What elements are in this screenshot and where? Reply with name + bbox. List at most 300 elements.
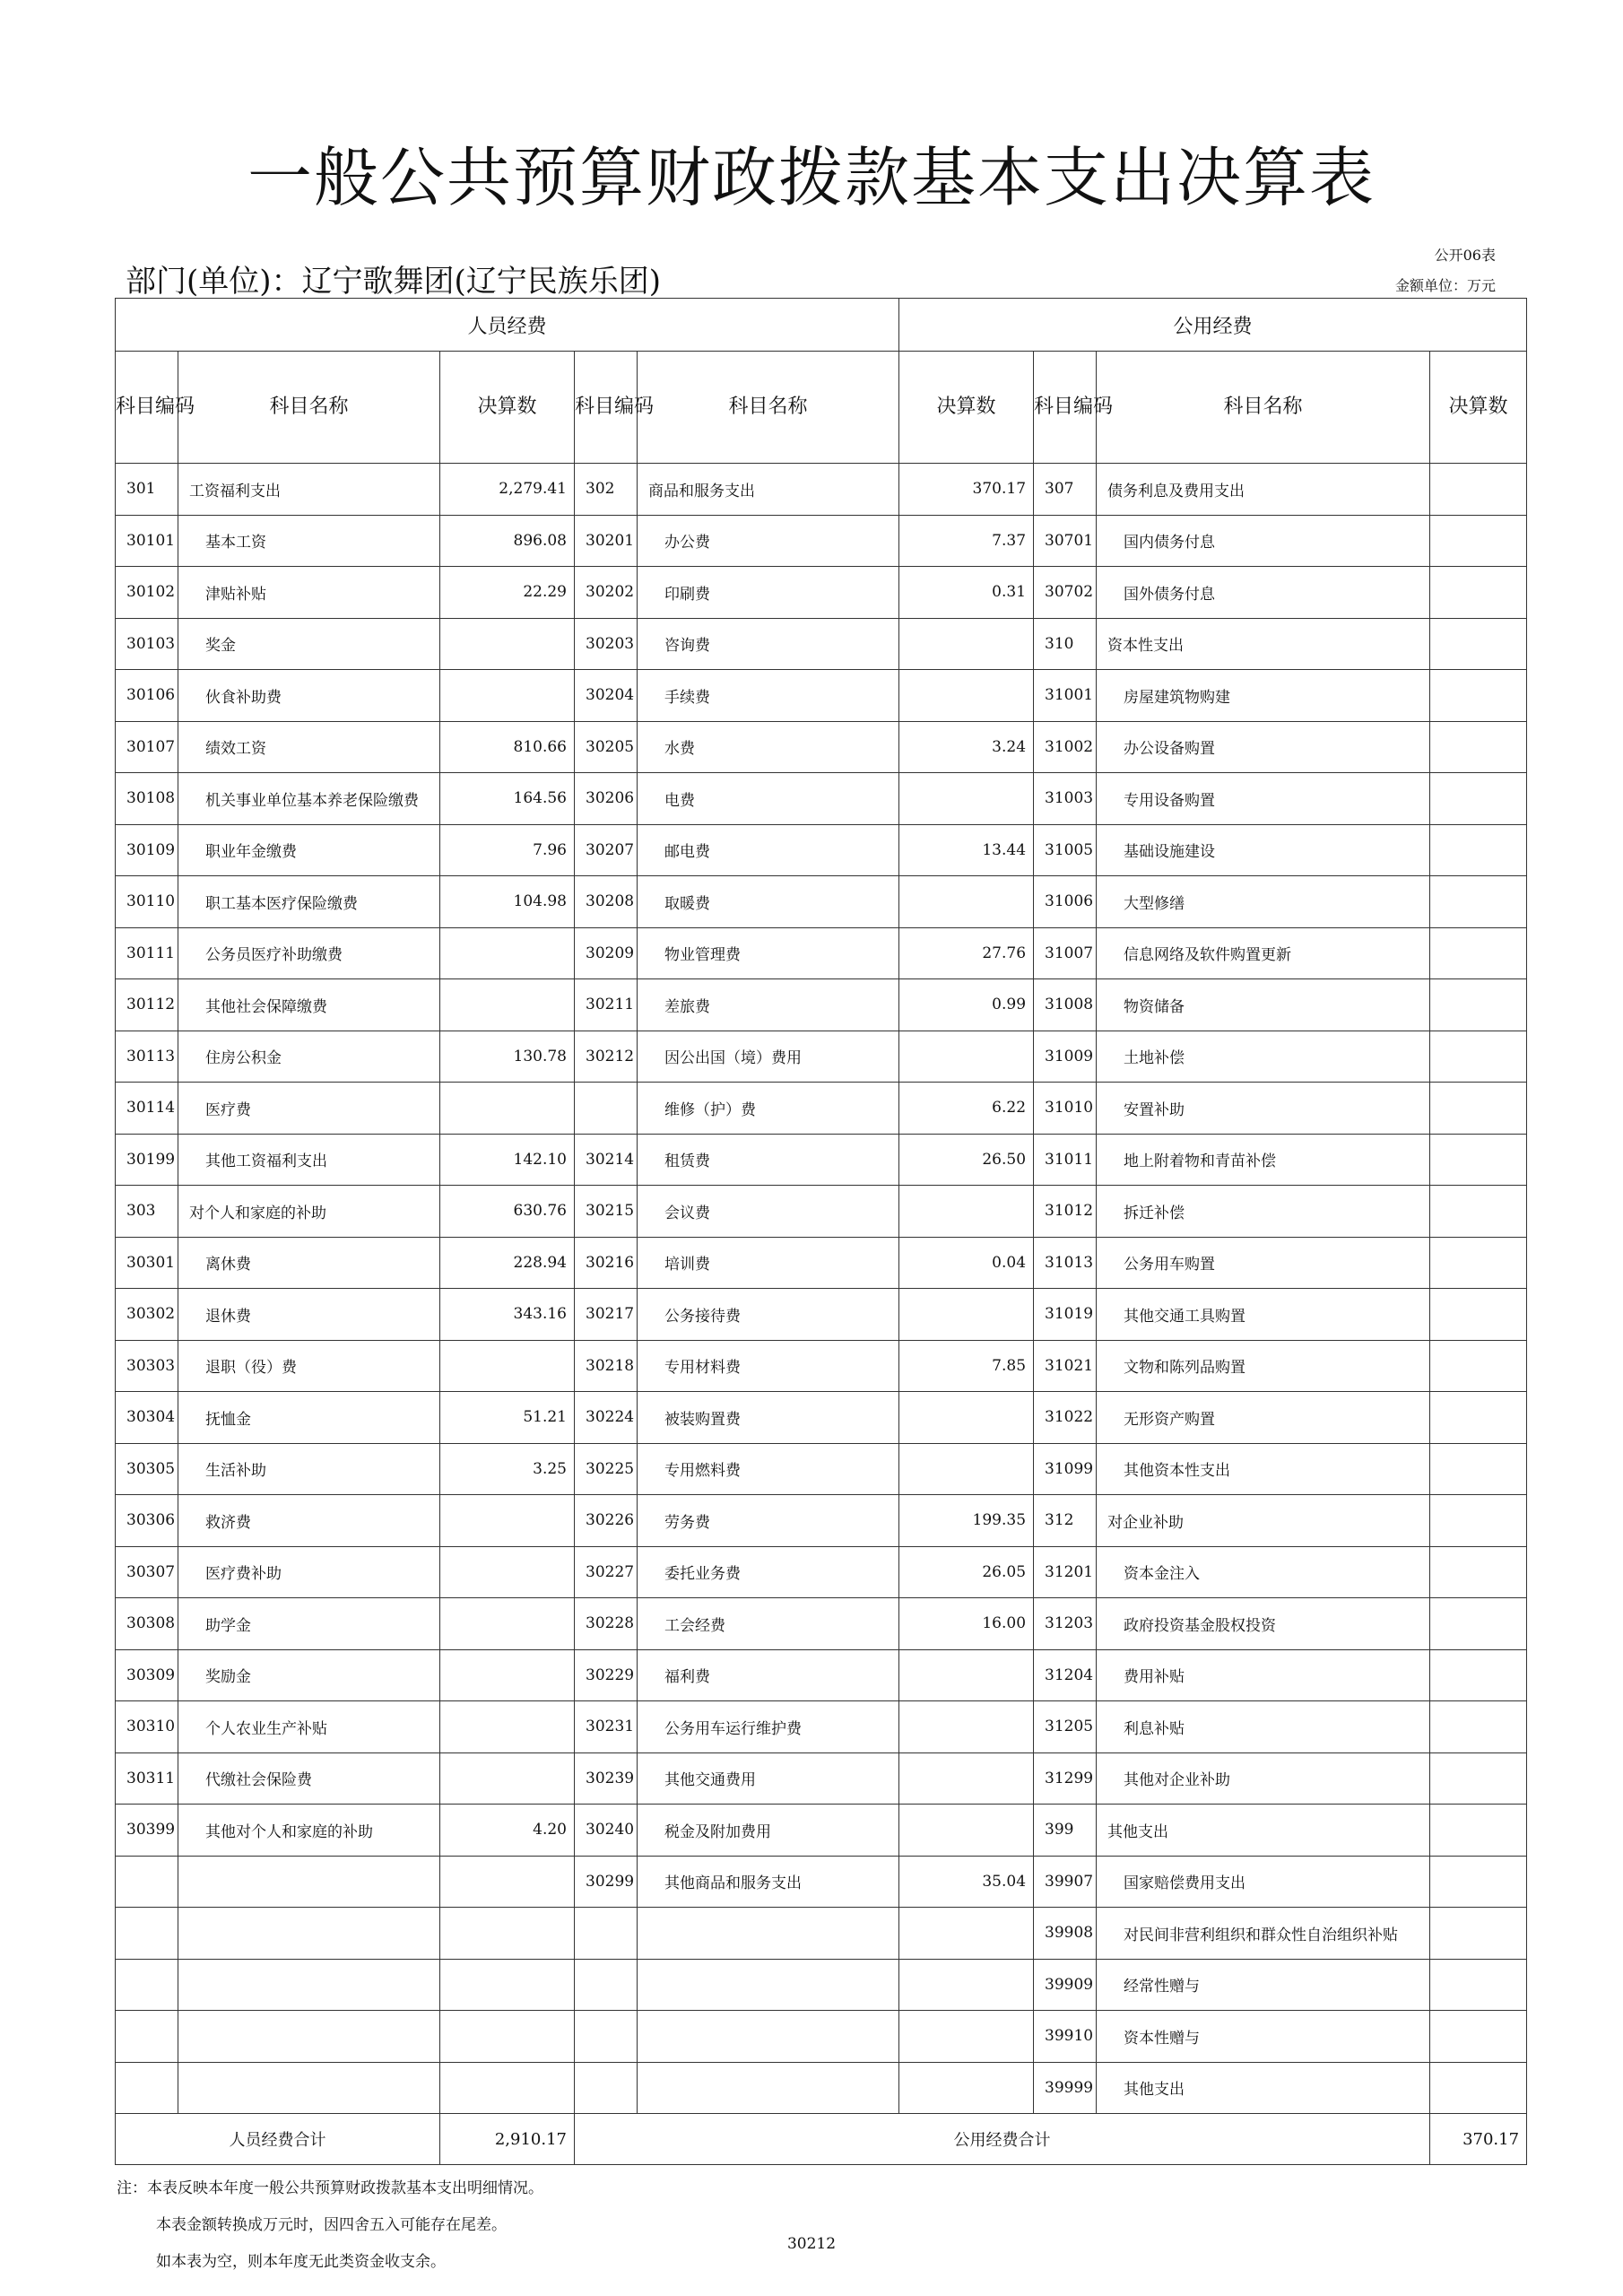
subject-code: 30101 <box>116 515 178 567</box>
amount-value <box>899 1392 1034 1444</box>
table-row <box>116 721 1527 773</box>
amount-value <box>1430 927 1527 979</box>
header-code: 科目编码 <box>116 352 178 464</box>
subject-code: 30201 <box>575 515 638 567</box>
subject-code: 30114 <box>116 1083 178 1135</box>
subject-name: 专用燃料费 <box>638 1443 899 1495</box>
amount-value: 7.37 <box>899 515 1034 567</box>
subject-name <box>638 2011 899 2063</box>
table-row <box>116 876 1527 928</box>
subject-name: 救济费 <box>178 1495 440 1547</box>
header-name: 科目名称 <box>1097 352 1430 464</box>
subject-name: 文物和陈列品购置 <box>1097 1340 1430 1392</box>
amount-value <box>1430 1392 1527 1444</box>
subject-name: 办公设备购置 <box>1097 721 1430 773</box>
amount-value: 370.17 <box>899 464 1034 516</box>
amount-value: 228.94 <box>440 1237 575 1289</box>
subject-code: 30302 <box>116 1289 178 1341</box>
amount-value <box>1430 1031 1527 1083</box>
subject-code: 31203 <box>1034 1598 1097 1650</box>
amount-value <box>440 618 575 670</box>
subject-name: 其他社会保障缴费 <box>178 979 440 1031</box>
subject-name: 利息补贴 <box>1097 1701 1430 1753</box>
subject-name: 生活补助 <box>178 1443 440 1495</box>
table-row <box>116 2062 1527 2114</box>
subject-name: 取暖费 <box>638 876 899 928</box>
subject-name: 其他对企业补助 <box>1097 1752 1430 1805</box>
subject-code: 30111 <box>116 927 178 979</box>
amount-value <box>440 979 575 1031</box>
subject-name: 手续费 <box>638 670 899 722</box>
subject-name: 资本金注入 <box>1097 1546 1430 1598</box>
amount-value: 7.96 <box>440 824 575 876</box>
amount-value <box>440 927 575 979</box>
table-row <box>116 1908 1527 1960</box>
subject-code: 30303 <box>116 1340 178 1392</box>
subject-name: 奖励金 <box>178 1649 440 1701</box>
subject-code: 310 <box>1034 618 1097 670</box>
amount-value <box>1430 1340 1527 1392</box>
subject-code: 312 <box>1034 1495 1097 1547</box>
public-total-label: 公用经费合计 <box>575 2114 1430 2165</box>
subject-code: 30231 <box>575 1701 638 1753</box>
subject-name: 拆迁补偿 <box>1097 1186 1430 1238</box>
subject-code: 30199 <box>116 1134 178 1186</box>
subject-code: 31007 <box>1034 927 1097 979</box>
subject-name: 咨询费 <box>638 618 899 670</box>
amount-value <box>1430 1237 1527 1289</box>
subject-code: 30701 <box>1034 515 1097 567</box>
amount-value <box>1430 773 1527 825</box>
subject-name: 电费 <box>638 773 899 825</box>
group-public: 公用经费 <box>899 299 1527 352</box>
table-row <box>116 1340 1527 1392</box>
subject-name: 国内债务付息 <box>1097 515 1430 567</box>
subject-name: 公务用车购置 <box>1097 1237 1430 1289</box>
subject-name: 维修（护）费 <box>638 1083 899 1135</box>
form-number: 公开06表 <box>1434 247 1496 264</box>
subject-code: 30307 <box>116 1546 178 1598</box>
subject-name: 其他支出 <box>1097 2062 1430 2114</box>
header-amount: 决算数 <box>899 352 1034 464</box>
amount-value <box>1430 1959 1527 2011</box>
amount-value <box>1430 515 1527 567</box>
amount-value: 4.20 <box>440 1805 575 1857</box>
amount-value <box>440 2062 575 2114</box>
amount-value <box>899 1701 1034 1753</box>
subject-name: 专用材料费 <box>638 1340 899 1392</box>
subject-code: 30311 <box>116 1752 178 1805</box>
amount-value <box>1430 1134 1527 1186</box>
subject-code: 30228 <box>575 1598 638 1650</box>
subject-name: 公务员医疗补助缴费 <box>178 927 440 979</box>
subject-code <box>575 2011 638 2063</box>
subject-name: 劳务费 <box>638 1495 899 1547</box>
subject-name: 其他支出 <box>1097 1805 1430 1857</box>
subject-name: 离休费 <box>178 1237 440 1289</box>
header-amount: 决算数 <box>440 352 575 464</box>
subject-name <box>178 2011 440 2063</box>
table-row <box>116 1392 1527 1444</box>
subject-name: 委托业务费 <box>638 1546 899 1598</box>
amount-value <box>899 1752 1034 1805</box>
amount-value: 7.85 <box>899 1340 1034 1392</box>
amount-value <box>899 1805 1034 1857</box>
amount-value <box>899 1443 1034 1495</box>
subject-name: 公务用车运行维护费 <box>638 1701 899 1753</box>
table-row <box>116 1186 1527 1238</box>
amount-value <box>899 1649 1034 1701</box>
amount-value: 13.44 <box>899 824 1034 876</box>
amount-unit: 金额单位：万元 <box>1394 277 1496 294</box>
subject-code: 39909 <box>1034 1959 1097 2011</box>
totals-row <box>116 2114 1527 2165</box>
subject-name: 对企业补助 <box>1097 1495 1430 1547</box>
personnel-total-amount: 2,910.17 <box>440 2114 575 2165</box>
subject-name: 安置补助 <box>1097 1083 1430 1135</box>
table-row <box>116 1959 1527 2011</box>
subject-code: 31019 <box>1034 1289 1097 1341</box>
subject-name: 地上附着物和青苗补偿 <box>1097 1134 1430 1186</box>
subject-name: 其他交通费用 <box>638 1752 899 1805</box>
subject-name: 培训费 <box>638 1237 899 1289</box>
subject-code: 30107 <box>116 721 178 773</box>
amount-value: 810.66 <box>440 721 575 773</box>
subject-name: 邮电费 <box>638 824 899 876</box>
amount-value: 27.76 <box>899 927 1034 979</box>
amount-value: 0.99 <box>899 979 1034 1031</box>
amount-value <box>899 773 1034 825</box>
subject-name: 无形资产购置 <box>1097 1392 1430 1444</box>
subject-name: 物资储备 <box>1097 979 1430 1031</box>
amount-value <box>1430 1752 1527 1805</box>
subject-code: 39907 <box>1034 1856 1097 1908</box>
amount-value <box>1430 979 1527 1031</box>
subject-name: 津贴补贴 <box>178 567 440 619</box>
subject-code: 30702 <box>1034 567 1097 619</box>
subject-code: 39908 <box>1034 1908 1097 1960</box>
subject-code: 31002 <box>1034 721 1097 773</box>
amount-value: 630.76 <box>440 1186 575 1238</box>
subject-name: 专用设备购置 <box>1097 773 1430 825</box>
subject-name: 公务接待费 <box>638 1289 899 1341</box>
subject-code: 30218 <box>575 1340 638 1392</box>
subject-name: 办公费 <box>638 515 899 567</box>
subject-name: 因公出国（境）费用 <box>638 1031 899 1083</box>
subject-code: 30399 <box>116 1805 178 1857</box>
subject-name: 医疗费 <box>178 1083 440 1135</box>
subject-code: 30310 <box>116 1701 178 1753</box>
table-row <box>116 1649 1527 1701</box>
subject-name: 对个人和家庭的补助 <box>178 1186 440 1238</box>
amount-value <box>440 670 575 722</box>
header-amount: 决算数 <box>1430 352 1527 464</box>
subject-code: 31010 <box>1034 1083 1097 1135</box>
subject-code: 31099 <box>1034 1443 1097 1495</box>
amount-value: 35.04 <box>899 1856 1034 1908</box>
amount-value <box>899 670 1034 722</box>
amount-value <box>1430 1908 1527 1960</box>
subject-name: 退职（役）费 <box>178 1340 440 1392</box>
amount-value <box>1430 1649 1527 1701</box>
amount-value: 343.16 <box>440 1289 575 1341</box>
table-row <box>116 1598 1527 1650</box>
subject-name: 机关事业单位基本养老保险缴费 <box>178 773 440 825</box>
subject-name <box>638 2062 899 2114</box>
amount-value <box>440 1649 575 1701</box>
amount-value: 22.29 <box>440 567 575 619</box>
subject-name: 医疗费补助 <box>178 1546 440 1598</box>
subject-code: 30110 <box>116 876 178 928</box>
amount-value <box>1430 876 1527 928</box>
subject-code: 30203 <box>575 618 638 670</box>
subject-name: 其他工资福利支出 <box>178 1134 440 1186</box>
subject-code: 30113 <box>116 1031 178 1083</box>
subject-name: 绩效工资 <box>178 721 440 773</box>
subject-code: 31006 <box>1034 876 1097 928</box>
subject-name: 职业年金缴费 <box>178 824 440 876</box>
subject-name <box>638 1959 899 2011</box>
amount-value <box>1430 1856 1527 1908</box>
subject-name <box>178 2062 440 2114</box>
amount-value <box>1430 721 1527 773</box>
amount-value <box>899 1031 1034 1083</box>
subject-code: 30212 <box>575 1031 638 1083</box>
amount-value <box>440 1083 575 1135</box>
amount-value <box>899 1289 1034 1341</box>
amount-value: 26.50 <box>899 1134 1034 1186</box>
subject-code: 30226 <box>575 1495 638 1547</box>
subject-name <box>638 1908 899 1960</box>
amount-value: 142.10 <box>440 1134 575 1186</box>
amount-value <box>1430 824 1527 876</box>
subject-code: 30109 <box>116 824 178 876</box>
table-row <box>116 1237 1527 1289</box>
subject-name: 资本性赠与 <box>1097 2011 1430 2063</box>
subject-code: 31013 <box>1034 1237 1097 1289</box>
subject-code: 31003 <box>1034 773 1097 825</box>
subject-name: 基础设施建设 <box>1097 824 1430 876</box>
subject-code: 30309 <box>116 1649 178 1701</box>
subject-code: 30239 <box>575 1752 638 1805</box>
subject-code: 39910 <box>1034 2011 1097 2063</box>
subject-name: 租赁费 <box>638 1134 899 1186</box>
subject-name: 抚恤金 <box>178 1392 440 1444</box>
amount-value <box>440 1908 575 1960</box>
subject-code: 30102 <box>116 567 178 619</box>
subject-name: 物业管理费 <box>638 927 899 979</box>
subject-code <box>116 1959 178 2011</box>
subject-code: 31205 <box>1034 1701 1097 1753</box>
amount-value: 6.22 <box>899 1083 1034 1135</box>
subject-name: 差旅费 <box>638 979 899 1031</box>
expenditure-table <box>115 298 1527 2165</box>
subject-code <box>116 1856 178 1908</box>
amount-value <box>1430 2062 1527 2114</box>
subject-code: 30216 <box>575 1237 638 1289</box>
subject-name: 被装购置费 <box>638 1392 899 1444</box>
amount-value <box>440 1598 575 1650</box>
table-row <box>116 1546 1527 1598</box>
subject-code: 30225 <box>575 1443 638 1495</box>
amount-value <box>1430 1598 1527 1650</box>
amount-value <box>440 1701 575 1753</box>
header-name: 科目名称 <box>178 352 440 464</box>
subject-code: 30224 <box>575 1392 638 1444</box>
subject-code: 31009 <box>1034 1031 1097 1083</box>
amount-value <box>1430 567 1527 619</box>
amount-value: 130.78 <box>440 1031 575 1083</box>
subject-code: 31008 <box>1034 979 1097 1031</box>
amount-value <box>1430 1083 1527 1135</box>
department-label: 部门(单位)：辽宁歌舞团(辽宁民族乐团) <box>126 264 662 300</box>
subject-name <box>178 1959 440 2011</box>
subject-name: 其他交通工具购置 <box>1097 1289 1430 1341</box>
subject-code: 307 <box>1034 464 1097 516</box>
header-code: 科目编码 <box>575 352 638 464</box>
subject-name: 退休费 <box>178 1289 440 1341</box>
subject-name: 福利费 <box>638 1649 899 1701</box>
amount-value <box>899 1186 1034 1238</box>
subject-name: 费用补贴 <box>1097 1649 1430 1701</box>
amount-value <box>899 2011 1034 2063</box>
subject-name: 对民间非营利组织和群众性自治组织补贴 <box>1097 1908 1430 1960</box>
subject-code: 30108 <box>116 773 178 825</box>
subject-code: 30208 <box>575 876 638 928</box>
subject-code: 30217 <box>575 1289 638 1341</box>
amount-value <box>899 1908 1034 1960</box>
subject-code <box>575 2062 638 2114</box>
amount-value: 16.00 <box>899 1598 1034 1650</box>
table-row <box>116 670 1527 722</box>
amount-value <box>1430 1186 1527 1238</box>
subject-code: 30206 <box>575 773 638 825</box>
amount-value <box>440 1752 575 1805</box>
subject-name: 商品和服务支出 <box>638 464 899 516</box>
subject-code: 30112 <box>116 979 178 1031</box>
table-row <box>116 1701 1527 1753</box>
amount-value: 3.24 <box>899 721 1034 773</box>
amount-value <box>899 2062 1034 2114</box>
table-row <box>116 927 1527 979</box>
amount-value <box>1430 1701 1527 1753</box>
table-row <box>116 1752 1527 1805</box>
subject-code <box>116 2011 178 2063</box>
subject-code: 31005 <box>1034 824 1097 876</box>
subject-code: 399 <box>1034 1805 1097 1857</box>
subject-code <box>575 1908 638 1960</box>
header-code: 科目编码 <box>1034 352 1097 464</box>
subject-code <box>575 1083 638 1135</box>
subject-name <box>178 1856 440 1908</box>
group-personnel: 人员经费 <box>116 299 899 352</box>
subject-code: 39999 <box>1034 2062 1097 2114</box>
table-row <box>116 979 1527 1031</box>
page-number: 30212 <box>786 2235 837 2253</box>
amount-value <box>1430 618 1527 670</box>
subject-name: 经常性赠与 <box>1097 1959 1430 2011</box>
subject-name: 助学金 <box>178 1598 440 1650</box>
table-row <box>116 1289 1527 1341</box>
amount-value: 164.56 <box>440 773 575 825</box>
subject-name: 税金及附加费用 <box>638 1805 899 1857</box>
amount-value <box>1430 1495 1527 1547</box>
amount-value: 104.98 <box>440 876 575 928</box>
subject-code: 30306 <box>116 1495 178 1547</box>
subject-code <box>116 1908 178 1960</box>
subject-code: 30308 <box>116 1598 178 1650</box>
subject-name <box>178 1908 440 1960</box>
subject-code: 30215 <box>575 1186 638 1238</box>
table-row <box>116 773 1527 825</box>
subject-code <box>575 1959 638 2011</box>
table-row <box>116 464 1527 516</box>
subject-name: 土地补偿 <box>1097 1031 1430 1083</box>
subject-name: 其他商品和服务支出 <box>638 1856 899 1908</box>
subject-name: 工资福利支出 <box>178 464 440 516</box>
subject-code: 30304 <box>116 1392 178 1444</box>
table-row <box>116 824 1527 876</box>
subject-name: 基本工资 <box>178 515 440 567</box>
subject-name: 会议费 <box>638 1186 899 1238</box>
subject-name: 住房公积金 <box>178 1031 440 1083</box>
subject-name: 其他对个人和家庭的补助 <box>178 1805 440 1857</box>
amount-value <box>440 1546 575 1598</box>
subject-code: 30227 <box>575 1546 638 1598</box>
table-row <box>116 1805 1527 1857</box>
subject-code: 30205 <box>575 721 638 773</box>
subject-code: 31012 <box>1034 1186 1097 1238</box>
subject-code: 31021 <box>1034 1340 1097 1392</box>
amount-value <box>899 876 1034 928</box>
subject-name: 信息网络及软件购置更新 <box>1097 927 1430 979</box>
subject-code: 302 <box>575 464 638 516</box>
table-row <box>116 618 1527 670</box>
table-row <box>116 2011 1527 2063</box>
note-line: 本表金额转换成万元时，因四舍五入可能存在尾差。 <box>156 2216 507 2234</box>
subject-name: 印刷费 <box>638 567 899 619</box>
table-row <box>116 567 1527 619</box>
personnel-total-label: 人员经费合计 <box>116 2114 440 2165</box>
subject-name: 大型修缮 <box>1097 876 1430 928</box>
amount-value <box>1430 2011 1527 2063</box>
subject-name: 国外债务付息 <box>1097 567 1430 619</box>
subject-code: 30103 <box>116 618 178 670</box>
subject-name: 工会经费 <box>638 1598 899 1650</box>
subject-name: 职工基本医疗保险缴费 <box>178 876 440 928</box>
subject-code: 30211 <box>575 979 638 1031</box>
subject-code: 303 <box>116 1186 178 1238</box>
amount-value <box>899 1959 1034 2011</box>
note-line: 注：本表反映本年度一般公共预算财政拨款基本支出明细情况。 <box>117 2179 543 2197</box>
amount-value <box>1430 1443 1527 1495</box>
subject-name: 房屋建筑物购建 <box>1097 670 1430 722</box>
amount-value <box>1430 1289 1527 1341</box>
amount-value <box>440 1856 575 1908</box>
subject-name: 水费 <box>638 721 899 773</box>
public-total-amount: 370.17 <box>1430 2114 1527 2165</box>
notes <box>117 2170 543 2281</box>
table-row <box>116 1856 1527 1908</box>
subject-code: 30106 <box>116 670 178 722</box>
subject-code: 301 <box>116 464 178 516</box>
subject-code: 30299 <box>575 1856 638 1908</box>
amount-value: 199.35 <box>899 1495 1034 1547</box>
subject-name: 个人农业生产补贴 <box>178 1701 440 1753</box>
amount-value: 0.04 <box>899 1237 1034 1289</box>
amount-value <box>899 618 1034 670</box>
subject-code: 31001 <box>1034 670 1097 722</box>
